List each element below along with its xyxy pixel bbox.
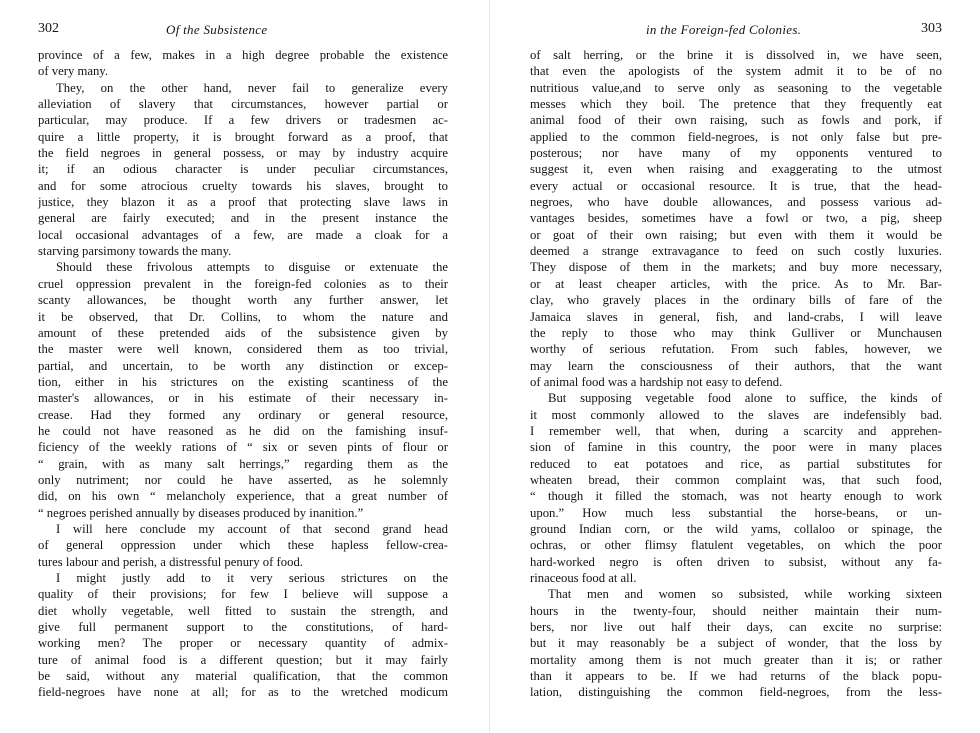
text-line: But supposing vegetable food alone to suffice, the kinds of (548, 391, 942, 406)
text-line: starving parsimony towards the many. (38, 244, 232, 259)
text-line: working men? The proper or necessary quantity of admix- (38, 636, 448, 651)
text-line: suggest it, even when raising and exaggerating to the utmost (530, 162, 942, 177)
text-line: lation, distinguishing the common field-negroes, from the less- (530, 685, 942, 700)
right-page-header (530, 21, 942, 41)
left-page-header (38, 21, 448, 41)
text-line: diet wholly vegetable, well fitted to sustain the strength, and (38, 603, 448, 618)
left-page-number: 302 (38, 21, 59, 36)
text-line: messes which they boil. The pretence that they frequently eat (530, 97, 942, 112)
text-line: ficiency of the weekly rations of “ six or seven pints of flour or (38, 440, 448, 455)
text-line: Jamaica slaves in general, fish, and land-crabs, I will leave (530, 309, 942, 324)
text-line: justice, they blazon it as a proof that protecting slave laws in (38, 195, 448, 210)
text-line: general are fairly executed; and in the present instance the (38, 211, 448, 226)
text-line: nutritious value,and to serve only as seasoning to the vegetable (530, 80, 942, 95)
text-line: province of a few, makes in a high degree probable the existence (38, 48, 448, 62)
text-line: every actual or occasional resource. It is true, that the head- (530, 178, 942, 193)
text-line: only nutriment; nor could he have asserted, as he solemnly (38, 472, 448, 487)
text-line: Should these frivolous attempts to disguise or extenuate the (56, 260, 448, 275)
text-line: give full permanent support to the constitutions, of hard- (38, 620, 448, 635)
text-line: local occasional advantages of a few, are made a cloak for a (38, 227, 448, 242)
text-line: “ grain, with as many salt herrings,” regarding them as the (38, 456, 448, 471)
text-line: hours in the twenty-four, should neither maintain their num- (530, 603, 942, 618)
text-line: They, on the other hand, never fail to generalize every (56, 80, 448, 95)
text-line: of general oppression under which these hapless fellow-crea- (38, 538, 448, 553)
text-line: it; if an odious character is under peculiar circumstances, (38, 162, 448, 177)
text-line: upon.” How much less substantial the horse-beans, or un- (530, 505, 942, 520)
text-line: of very many. (38, 64, 108, 79)
text-line: or at least cheaper articles, with the price. As to Mr. Bar- (530, 276, 942, 291)
text-line: They dispose of them in the markets; and buy more necessary, (530, 260, 942, 275)
text-line: tion, either in his strictures on the existing scantiness of the (38, 374, 448, 389)
text-line: than it appears to be. If we had returns of the black popu- (530, 669, 942, 684)
text-line: applied to the common field-negroes, is not only false but pre- (530, 129, 942, 144)
right-page-body (530, 47, 942, 701)
text-line: I might justly add to it very serious strictures on the (56, 571, 448, 585)
text-line: alleviation of slavery that circumstances, however partial or (38, 97, 448, 112)
text-line: of salt herring, or the brine it is dissolved in, we have seen, (530, 48, 942, 62)
text-line: “ negroes perished annually by diseases produced by inanition.” (38, 505, 364, 520)
text-line: I will here conclude my account of that second grand head (56, 521, 448, 536)
text-line: worthy of serious refutation. From such fables, however, we (530, 342, 942, 357)
text-line: quality of their provisions; for few I believe will suppose a (38, 587, 448, 602)
text-line: negroes, who have double allowances, and possess various ad- (530, 195, 942, 210)
text-line: may learn the consciousness of their authors, that the want (530, 358, 942, 373)
text-line: That men and women so subsisted, while working sixteen (548, 587, 942, 602)
text-line: or goat of their own raising; but even with them it would be (530, 227, 942, 242)
text-line: animal food of their own raising, such as fowls and pork, if (530, 113, 942, 128)
right-page-number: 303 (921, 21, 942, 36)
text-line: that even the apologists of the system admit it to be of no (530, 64, 942, 79)
text-line: it be observed, that Dr. Collins, to whom the nature and (38, 309, 448, 324)
text-line: ochras, or other flimsy flatulent vegetables, on which the poor (530, 538, 942, 553)
text-line: bers, nor live out half their days, can excite no surprise: (530, 620, 942, 635)
text-line: the master were well known, considered them as too trivial, (38, 342, 448, 357)
text-line: field-negroes have none at all; for as to the wretched modicum (38, 685, 448, 700)
text-line: and for some atrocious cruelty towards his slaves, brought to (38, 178, 448, 193)
text-line: crease. Had they formed any ordinary or general resource, (38, 407, 448, 422)
text-line: but it may reasonably be a subject of wonder, that the loss by (530, 636, 942, 651)
text-line: cruel oppression prevalent in the foreign-fed colonies as to their (38, 276, 448, 291)
text-line: deemed a strange extravagance to feed on such costly luxuries. (530, 244, 942, 259)
text-line: particular, may produce. If a few drivers or tradesmen ac- (38, 113, 448, 128)
text-line: rinaceous food at all. (530, 571, 637, 585)
text-line: vantages besides, sometimes have a fowl or two, a pig, sheep (530, 211, 942, 226)
text-line: the field negroes in general possess, or may by industry acquire (38, 146, 448, 161)
text-line: partial, and uncertain, to be worth any distinction or excep- (38, 358, 448, 373)
text-line: of animal food was a hardship not easy to defend. (530, 374, 783, 389)
text-line: mortality among them is not much greater than it is; or rather (530, 652, 942, 667)
text-line: quire a little property, it is brought forward as a proof, that (38, 129, 448, 144)
left-page-body (38, 47, 448, 701)
right-running-head: in the Foreign-fed Colonies. (646, 22, 802, 37)
text-line: amount of these pretended aids of the subsistence given by (38, 325, 448, 340)
text-line: wheaten bread, their common complaint was, that such food, (530, 472, 942, 487)
text-line: sion of famine in this country, the poor were in many places (530, 440, 942, 455)
right-page (490, 0, 980, 733)
text-line: ground Indian corn, or the wild yams, collaloo or spinage, the (530, 521, 942, 536)
text-line: scanty allowances, be thought worth any further answer, let (38, 293, 448, 308)
text-line: clay, who gravely places in the ordinary bills of fare of the (530, 293, 942, 308)
text-line: be said, without any material qualification, that the common (38, 669, 448, 684)
text-line: the reply to those who may think Gulliver or Munchausen (530, 325, 942, 340)
left-running-head: Of the Subsistence (166, 22, 268, 37)
text-line: reduced to eat potatoes and rice, as partial substitutes for (530, 456, 942, 471)
text-line: posterous; nor have many of my opponents ventured to (530, 146, 942, 161)
text-line: did, on his own “ melancholy experience, that a great number of (38, 489, 448, 504)
text-line: he could not have reasoned as he did on the famishing insuf- (38, 423, 448, 438)
text-line: it most commonly allowed to the slaves are indefensibly bad. (530, 407, 942, 422)
text-line: I remember well, that when, during a scarcity and apprehen- (530, 423, 942, 438)
text-line: tures labour and perish, a distressful penury of food. (38, 554, 303, 569)
text-line: master's allowances, or in his estimate of their necessary in- (38, 391, 448, 406)
text-line: ture of animal food is a different question; but it may fairly (38, 652, 448, 667)
text-line: hard-worked negro is often driven to subsist, without any fa- (530, 554, 942, 569)
text-line: “ though it filled the stomach, was not hearty enough to work (530, 489, 942, 504)
